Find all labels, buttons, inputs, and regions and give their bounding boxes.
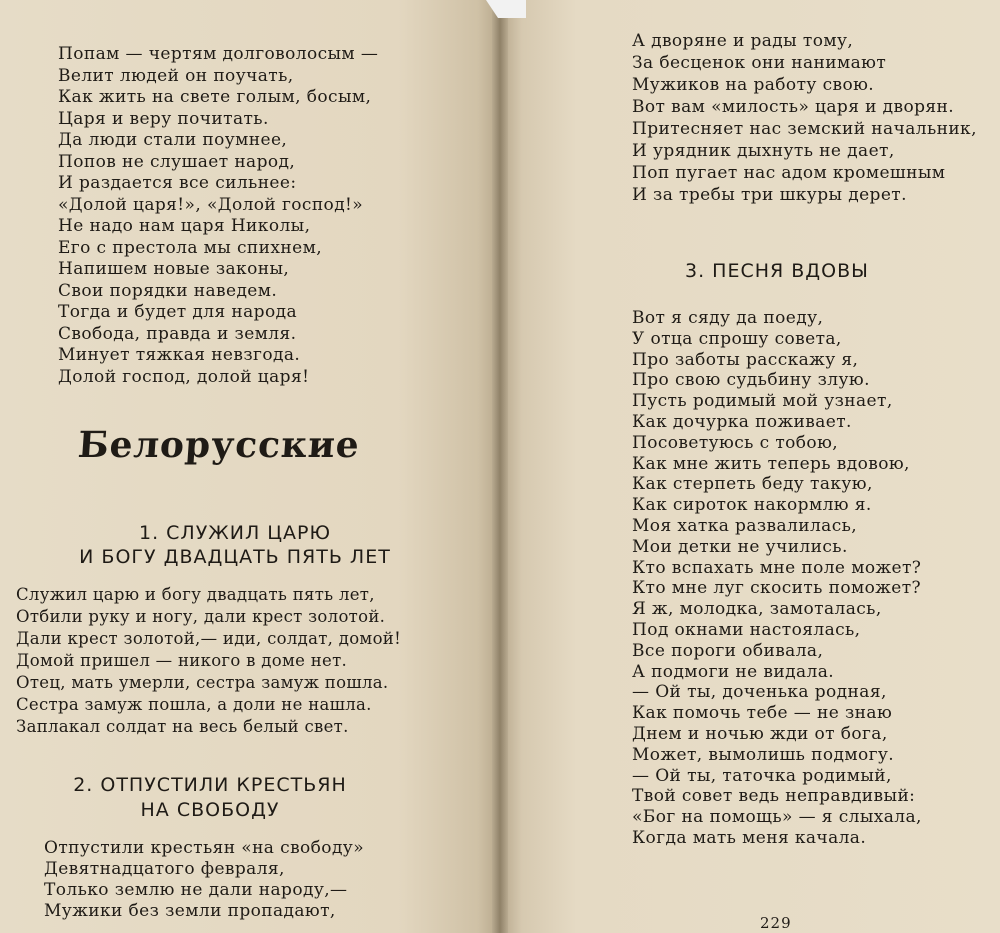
song-3-line: Как дочурка поживает. (632, 411, 852, 432)
song-3-line: Кто мне луг скосить поможет? (632, 578, 922, 599)
section-heading: Белорусские (76, 424, 362, 466)
song-2-title-line-1: 2. ОТПУСТИЛИ КРЕСТЬЯН (73, 774, 347, 796)
song-1-line: Дали крест золотой,— иди, солдат, домой! (16, 629, 402, 648)
poem-line: Напишем новые законы, (58, 259, 290, 279)
song-3-line: Про свою судьбину злую. (632, 370, 870, 391)
book-gutter (492, 0, 508, 933)
song-3-line: Мои детки не учились. (632, 536, 848, 557)
song-3-line: — Ой ты, таточка родимый, (632, 765, 892, 786)
poem-line: Попам — чертям долговолосым — (58, 44, 379, 64)
poem-line: Свои порядки наведем. (58, 280, 278, 301)
poem-line: Тогда и будет для народа (58, 302, 297, 322)
poem-line: Его с престола мы спихнем, (58, 237, 322, 258)
song-3-line: У отца спрошу совета, (632, 328, 842, 349)
poem-line: Свобода, правда и земля. (58, 323, 297, 344)
song-1-line: Домой пришел — никого в доме нет. (16, 651, 348, 670)
song-3-line: Как сироток накормлю я. (632, 495, 872, 516)
song-3-title: 3. ПЕСНЯ ВДОВЫ (685, 260, 869, 282)
song-3-line: Про заботы расскажу я, (632, 349, 859, 370)
song-3-line: Днем и ночью жди от бога, (632, 723, 888, 744)
song-1-title-line-2: И БОГУ ДВАДЦАТЬ ПЯТЬ ЛЕТ (79, 546, 391, 568)
song-3-line: Все пороги обивала, (632, 640, 824, 661)
poem-line: Как жить на свете голым, босым, (58, 87, 372, 107)
poem-line: Царя и веру почитать. (58, 108, 269, 129)
song-2-line: Только землю не дали народу,— (44, 880, 348, 900)
song-1-line: Сестра замуж пошла, а доли не нашла. (16, 695, 372, 714)
song-2-line: Мужики без земли пропадают, (44, 901, 336, 921)
song-3-line: Когда мать меня качала. (632, 827, 867, 848)
song-3-line: Твой совет ведь неправдивый: (632, 786, 916, 807)
poem-line: Не надо нам царя Николы, (58, 216, 311, 236)
poem-line: Долой господ, долой царя! (58, 366, 310, 387)
poem-line: А дворяне и рады тому, (632, 31, 854, 51)
song-3-line: Как помочь тебе — не знаю (632, 703, 893, 724)
song-3-line: Пусть родимый мой узнает, (632, 391, 893, 412)
song-1-line: Отец, мать умерли, сестра замуж пошла. (16, 673, 389, 692)
song-3-line: Посоветуюсь с тобою, (632, 432, 839, 453)
poem-line: Да люди стали поумнее, (58, 130, 288, 150)
left-page (0, 0, 498, 933)
song-2-text (44, 838, 364, 922)
poem-line: Притесняет нас земский начальник, (632, 119, 977, 139)
song-1-line: Служил царю и богу двадцать пять лет, (16, 585, 375, 604)
song-3-line: Моя хатка развалилась, (632, 515, 858, 536)
song-1-text (16, 584, 401, 738)
right-page (502, 0, 1000, 933)
song-1-line: Отбили руку и ногу, дали крест золотой. (16, 607, 386, 626)
poem-line: Попов не слушает народ, (58, 151, 296, 172)
poem-continuation (632, 30, 977, 206)
song-3-text (632, 308, 922, 849)
song-3-line: Под окнами настоялась, (632, 619, 861, 640)
song-2-line: Отпустили крестьян «на свободу» (44, 838, 365, 858)
page-number: 229 (760, 914, 792, 932)
song-2-title-line-2: НА СВОБОДУ (140, 799, 280, 821)
song-3-line: Вот я сяду да поеду, (632, 308, 824, 328)
poem-line: Вот вам «милость» царя и дворян. (632, 97, 955, 117)
song-3-line: — Ой ты, доченька родная, (632, 682, 887, 703)
poem-line: Поп пугает нас адом кромешным (632, 163, 946, 183)
song-3-line: Кто вспахать мне поле может? (632, 557, 922, 578)
poem-line: «Долой царя!», «Долой господ!» (58, 194, 364, 215)
song-3-line: А подмоги не видала. (632, 661, 835, 682)
poem-line: И раздается все сильнее: (58, 173, 297, 193)
song-1-title-line-1: 1. СЛУЖИЛ ЦАРЮ (138, 522, 332, 544)
song-3-line: Может, вымолишь подмогу. (632, 744, 895, 765)
poem-line: И урядник дыхнуть не дает, (632, 141, 895, 161)
song-2-line: Девятнадцатого февраля, (44, 859, 285, 879)
song-3-line: Как мне жить теперь вдовою, (632, 453, 910, 474)
song-3-line: «Бог на помощь» — я слыхала, (632, 807, 922, 828)
song-3-line: Я ж, молодка, замоталась, (632, 599, 882, 620)
poem-line: За бесценок они нанимают (632, 53, 887, 73)
song-1-line: Заплакал солдат на весь белый свет. (16, 717, 349, 736)
poem-line: Мужиков на работу свою. (632, 75, 875, 95)
poem-line: Минует тяжкая невзгода. (58, 345, 301, 365)
poem-line: Велит людей он поучать, (58, 65, 294, 86)
poem-line: И за требы три шкуры дерет. (632, 185, 907, 205)
poem-continuation (58, 44, 378, 388)
song-3-line: Как стерпеть беду такую, (632, 474, 873, 495)
